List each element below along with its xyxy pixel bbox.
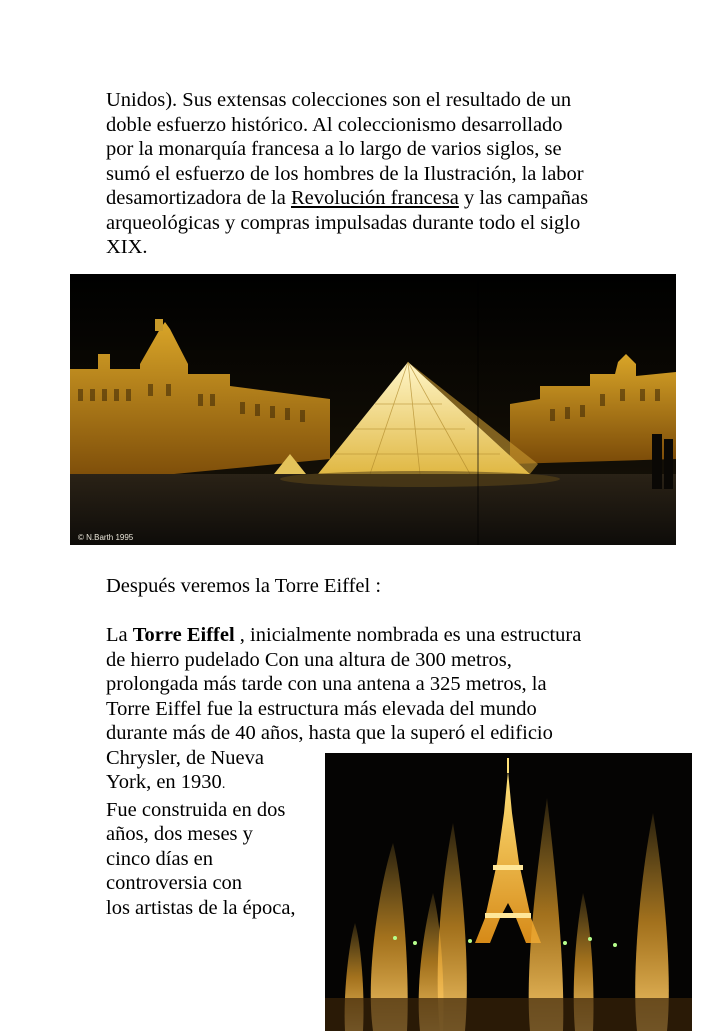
revolucion-francesa-link[interactable]: Revolución francesa (290, 187, 459, 209)
text-line (106, 623, 581, 648)
louvre-pyramid-photo (70, 274, 676, 545)
text-line: Fue construida en dos (106, 798, 286, 821)
text-line: arqueológicas y compras impulsadas durante todo el siglo (106, 211, 581, 234)
paragraph-louvre (106, 88, 588, 260)
text-segment: . (221, 777, 226, 792)
text-line: prolongada más tarde con una antena a 325 metros, la (106, 673, 547, 695)
text-line: cinco días en (106, 847, 214, 870)
text-segment: , inicialmente nombrada es una estructura (234, 624, 582, 646)
text-segment: y las campañas (458, 187, 589, 209)
text-segment: La (106, 624, 133, 646)
text-line: durante más de 40 años, hasta que la superó el edificio (106, 722, 553, 744)
text-line: controversia con (106, 872, 243, 894)
text-line: Unidos). Sus extensas colecciones son el resultado de un (106, 89, 572, 111)
text-line: de hierro pudelado Con una altura de 300 metros, (106, 648, 512, 671)
text-line: Torre Eiffel fue la estructura más elevada del mundo (106, 697, 537, 720)
eiffel-tower-night-photo (325, 753, 692, 1031)
text-line: años, dos meses y (106, 823, 253, 845)
photo-credit: © N.Barth 1995 (78, 533, 134, 542)
eiffel-intro-heading: Después veremos la Torre Eiffel : (106, 575, 382, 597)
text-line: por la monarquía francesa a lo largo de varios siglos, se (106, 138, 562, 160)
text-line: los artistas de la época, (106, 896, 296, 919)
torre-eiffel-bold: Torre Eiffel (132, 624, 235, 646)
text-line (106, 186, 588, 211)
text-line: sumó el esfuerzo de los hombres de la Ilustración, la labor (106, 162, 584, 185)
text-line: doble esfuerzo histórico. Al coleccionismo desarrollado (106, 113, 563, 136)
text-segment: York, en 1930 (106, 771, 222, 793)
text-segment: desamortizadora de la (106, 187, 291, 209)
text-line: XIX. (106, 236, 148, 258)
text-line: Chrysler, de Nueva (106, 746, 265, 769)
